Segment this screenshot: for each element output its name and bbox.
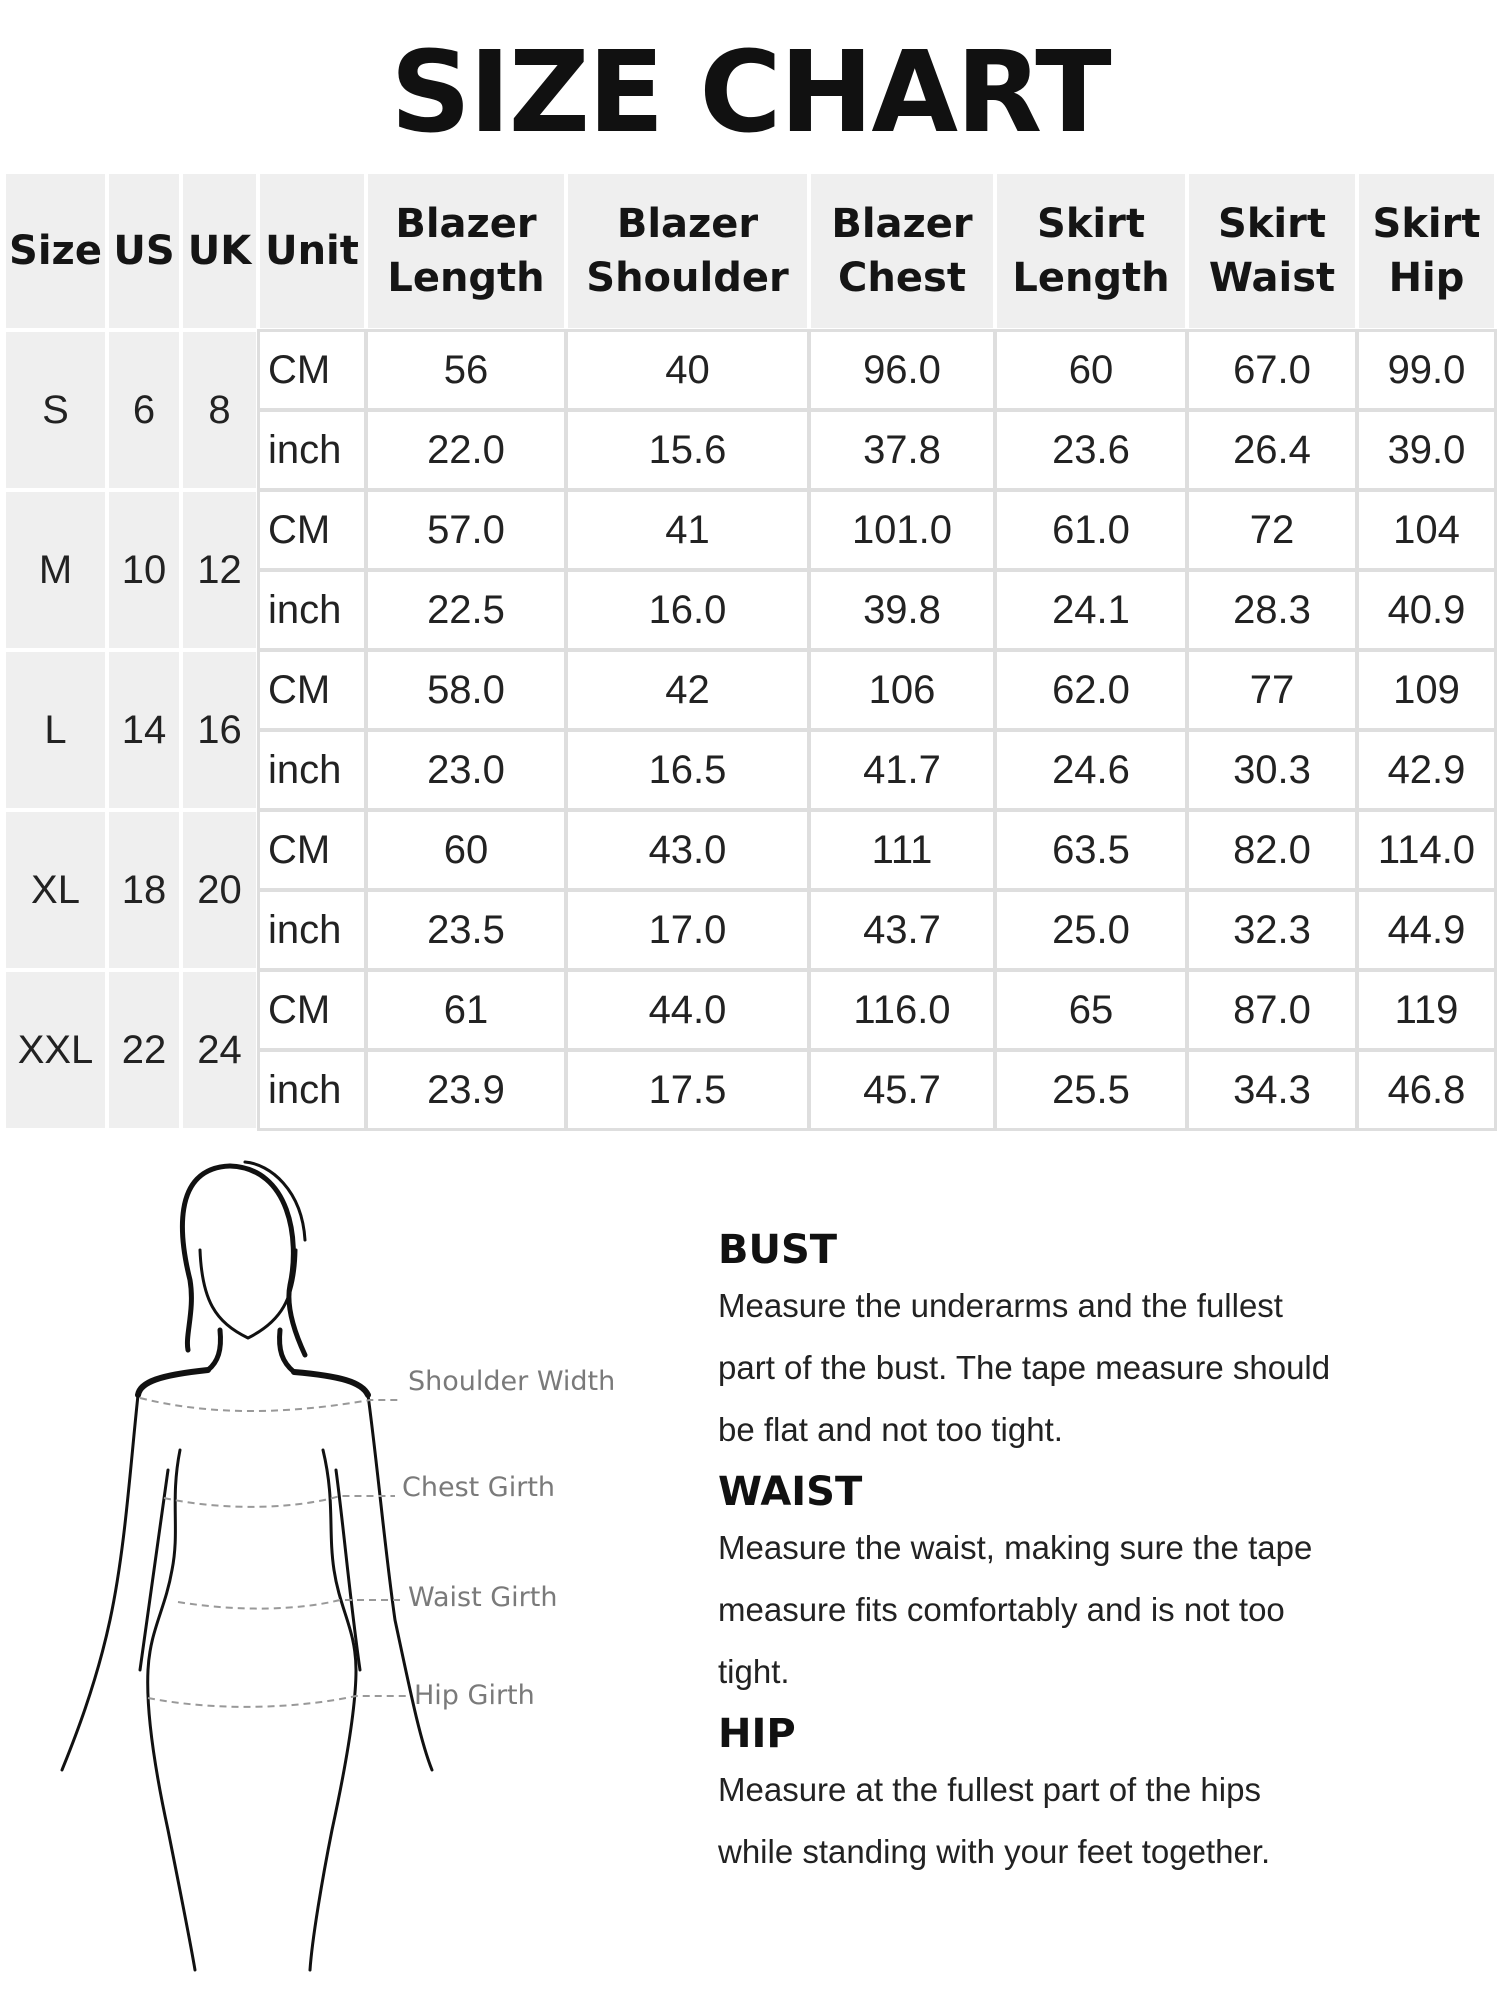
unit-cell: inch xyxy=(260,892,364,968)
measurement-cell: 77 xyxy=(1189,652,1355,728)
measurement-cell: 41 xyxy=(568,492,807,568)
measurement-cell: 23.0 xyxy=(368,732,564,808)
measurement-cell: 56 xyxy=(368,332,564,408)
shoulder-width-label: Shoulder Width xyxy=(408,1366,616,1397)
column-header-size: Size xyxy=(6,174,105,328)
measurement-cell: 42 xyxy=(568,652,807,728)
column-header-blazer-chest: Blazer Chest xyxy=(811,174,993,328)
page-title: SIZE CHART xyxy=(390,28,1110,158)
instruction-line: measure fits comfortably and is not too xyxy=(718,1591,1285,1628)
column-header-uk: UK xyxy=(183,174,256,328)
unit-cell: inch xyxy=(260,732,364,808)
measurement-cell: 39.8 xyxy=(811,572,993,648)
measurement-cell: 58.0 xyxy=(368,652,564,728)
measurement-cell: 99.0 xyxy=(1359,332,1494,408)
us-cell: 14 xyxy=(109,652,179,808)
chest-girth-label: Chest Girth xyxy=(402,1472,556,1503)
unit-cell: CM xyxy=(260,332,364,408)
table-row xyxy=(6,492,1494,568)
table-row xyxy=(6,652,1494,728)
measurement-instructions xyxy=(718,1225,1458,1889)
measurement-cell: 30.3 xyxy=(1189,732,1355,808)
instruction-line: tight. xyxy=(718,1653,790,1690)
uk-cell: 16 xyxy=(183,652,256,808)
column-header-blazer-length: Blazer Length xyxy=(368,174,564,328)
unit-cell: inch xyxy=(260,1052,364,1128)
unit-cell: CM xyxy=(260,492,364,568)
size-cell: M xyxy=(6,492,105,648)
measurement-cell: 26.4 xyxy=(1189,412,1355,488)
measurement-cell: 44.0 xyxy=(568,972,807,1048)
measurement-cell: 82.0 xyxy=(1189,812,1355,888)
hip-girth-guide xyxy=(148,1696,410,1707)
unit-cell: CM xyxy=(260,812,364,888)
measurement-cell: 22.5 xyxy=(368,572,564,648)
measurement-cell: 62.0 xyxy=(997,652,1185,728)
measurement-cell: 43.7 xyxy=(811,892,993,968)
column-header-skirt-length: Skirt Length xyxy=(997,174,1185,328)
table-row xyxy=(6,972,1494,1048)
measurement-cell: 109 xyxy=(1359,652,1494,728)
column-header-blazer-shoulder: Blazer Shoulder xyxy=(568,174,807,328)
body-outline xyxy=(62,1162,432,1970)
measurement-cell: 114.0 xyxy=(1359,812,1494,888)
uk-cell: 20 xyxy=(183,812,256,968)
female-body-outline-icon xyxy=(40,1150,700,1980)
uk-cell: 12 xyxy=(183,492,256,648)
measurement-cell: 63.5 xyxy=(997,812,1185,888)
us-cell: 6 xyxy=(109,332,179,488)
size-cell: XL xyxy=(6,812,105,968)
measurement-cell: 24.6 xyxy=(997,732,1185,808)
column-header-skirt-waist: Skirt Waist xyxy=(1189,174,1355,328)
instruction-line: Measure the underarms and the fullest xyxy=(718,1287,1283,1324)
measurement-cell: 34.3 xyxy=(1189,1052,1355,1128)
column-header-unit: Unit xyxy=(260,174,364,328)
measurement-cell: 42.9 xyxy=(1359,732,1494,808)
measurement-cell: 22.0 xyxy=(368,412,564,488)
instruction-line: be flat and not too tight. xyxy=(718,1411,1063,1448)
measurement-figure xyxy=(40,1150,700,1980)
size-table xyxy=(2,170,1498,1132)
size-cell: XXL xyxy=(6,972,105,1128)
unit-cell: inch xyxy=(260,572,364,648)
measurement-cell: 101.0 xyxy=(811,492,993,568)
measurement-cell: 106 xyxy=(811,652,993,728)
instruction-line: Measure at the fullest part of the hips xyxy=(718,1771,1261,1808)
unit-cell: inch xyxy=(260,412,364,488)
waist-girth-label: Waist Girth xyxy=(408,1582,558,1613)
column-header-us: US xyxy=(109,174,179,328)
measurement-cell: 60 xyxy=(997,332,1185,408)
measurement-cell: 119 xyxy=(1359,972,1494,1048)
instruction-heading-hip: HIP xyxy=(718,1711,796,1757)
measurement-cell: 116.0 xyxy=(811,972,993,1048)
measurement-cell: 60 xyxy=(368,812,564,888)
measurement-cell: 39.0 xyxy=(1359,412,1494,488)
measurement-cell: 87.0 xyxy=(1189,972,1355,1048)
instruction-text-waist xyxy=(718,1517,1458,1703)
us-cell: 22 xyxy=(109,972,179,1128)
measurement-cell: 104 xyxy=(1359,492,1494,568)
measurement-cell: 46.8 xyxy=(1359,1052,1494,1128)
measurement-cell: 111 xyxy=(811,812,993,888)
size-cell: L xyxy=(6,652,105,808)
measurement-cell: 61 xyxy=(368,972,564,1048)
measurement-cell: 17.5 xyxy=(568,1052,807,1128)
measurement-cell: 23.6 xyxy=(997,412,1185,488)
measurement-cell: 67.0 xyxy=(1189,332,1355,408)
measurement-cell: 24.1 xyxy=(997,572,1185,648)
measurement-cell: 61.0 xyxy=(997,492,1185,568)
measurement-cell: 57.0 xyxy=(368,492,564,568)
measurement-cell: 40 xyxy=(568,332,807,408)
table-row xyxy=(6,332,1494,408)
measurement-cell: 45.7 xyxy=(811,1052,993,1128)
instruction-text-bust xyxy=(718,1275,1458,1461)
measurement-cell: 16.5 xyxy=(568,732,807,808)
measurement-cell: 23.5 xyxy=(368,892,564,968)
hip-girth-label: Hip Girth xyxy=(414,1680,535,1711)
measurement-cell: 41.7 xyxy=(811,732,993,808)
us-cell: 18 xyxy=(109,812,179,968)
measurement-cell: 16.0 xyxy=(568,572,807,648)
instruction-line: part of the bust. The tape measure should xyxy=(718,1349,1331,1386)
instruction-line: while standing with your feet together. xyxy=(718,1833,1271,1870)
chest-girth-guide xyxy=(164,1496,395,1507)
instruction-line: Measure the waist, making sure the tape xyxy=(718,1529,1313,1566)
measurement-cell: 43.0 xyxy=(568,812,807,888)
size-cell: S xyxy=(6,332,105,488)
measurement-cell: 96.0 xyxy=(811,332,993,408)
table-body xyxy=(6,332,1494,1128)
measurement-cell: 15.6 xyxy=(568,412,807,488)
uk-cell: 24 xyxy=(183,972,256,1128)
measurement-cell: 72 xyxy=(1189,492,1355,568)
instruction-heading-waist: WAIST xyxy=(718,1469,863,1515)
table-row xyxy=(6,812,1494,888)
waist-girth-guide xyxy=(178,1600,402,1609)
measurement-cell: 32.3 xyxy=(1189,892,1355,968)
measurement-guides xyxy=(140,1398,410,1707)
unit-cell: CM xyxy=(260,972,364,1048)
instruction-text-hip xyxy=(718,1759,1458,1883)
measurement-cell: 44.9 xyxy=(1359,892,1494,968)
us-cell: 10 xyxy=(109,492,179,648)
measurement-cell: 40.9 xyxy=(1359,572,1494,648)
measurement-cell: 28.3 xyxy=(1189,572,1355,648)
uk-cell: 8 xyxy=(183,332,256,488)
shoulder-width-guide xyxy=(140,1398,402,1411)
measurement-cell: 25.0 xyxy=(997,892,1185,968)
measurement-cell: 25.5 xyxy=(997,1052,1185,1128)
table-header-row xyxy=(6,174,1494,328)
measurement-cell: 37.8 xyxy=(811,412,993,488)
instruction-heading-bust: BUST xyxy=(718,1227,838,1273)
measurement-cell: 17.0 xyxy=(568,892,807,968)
unit-cell: CM xyxy=(260,652,364,728)
column-header-skirt-hip: Skirt Hip xyxy=(1359,174,1494,328)
measurement-cell: 65 xyxy=(997,972,1185,1048)
measurement-cell: 23.9 xyxy=(368,1052,564,1128)
